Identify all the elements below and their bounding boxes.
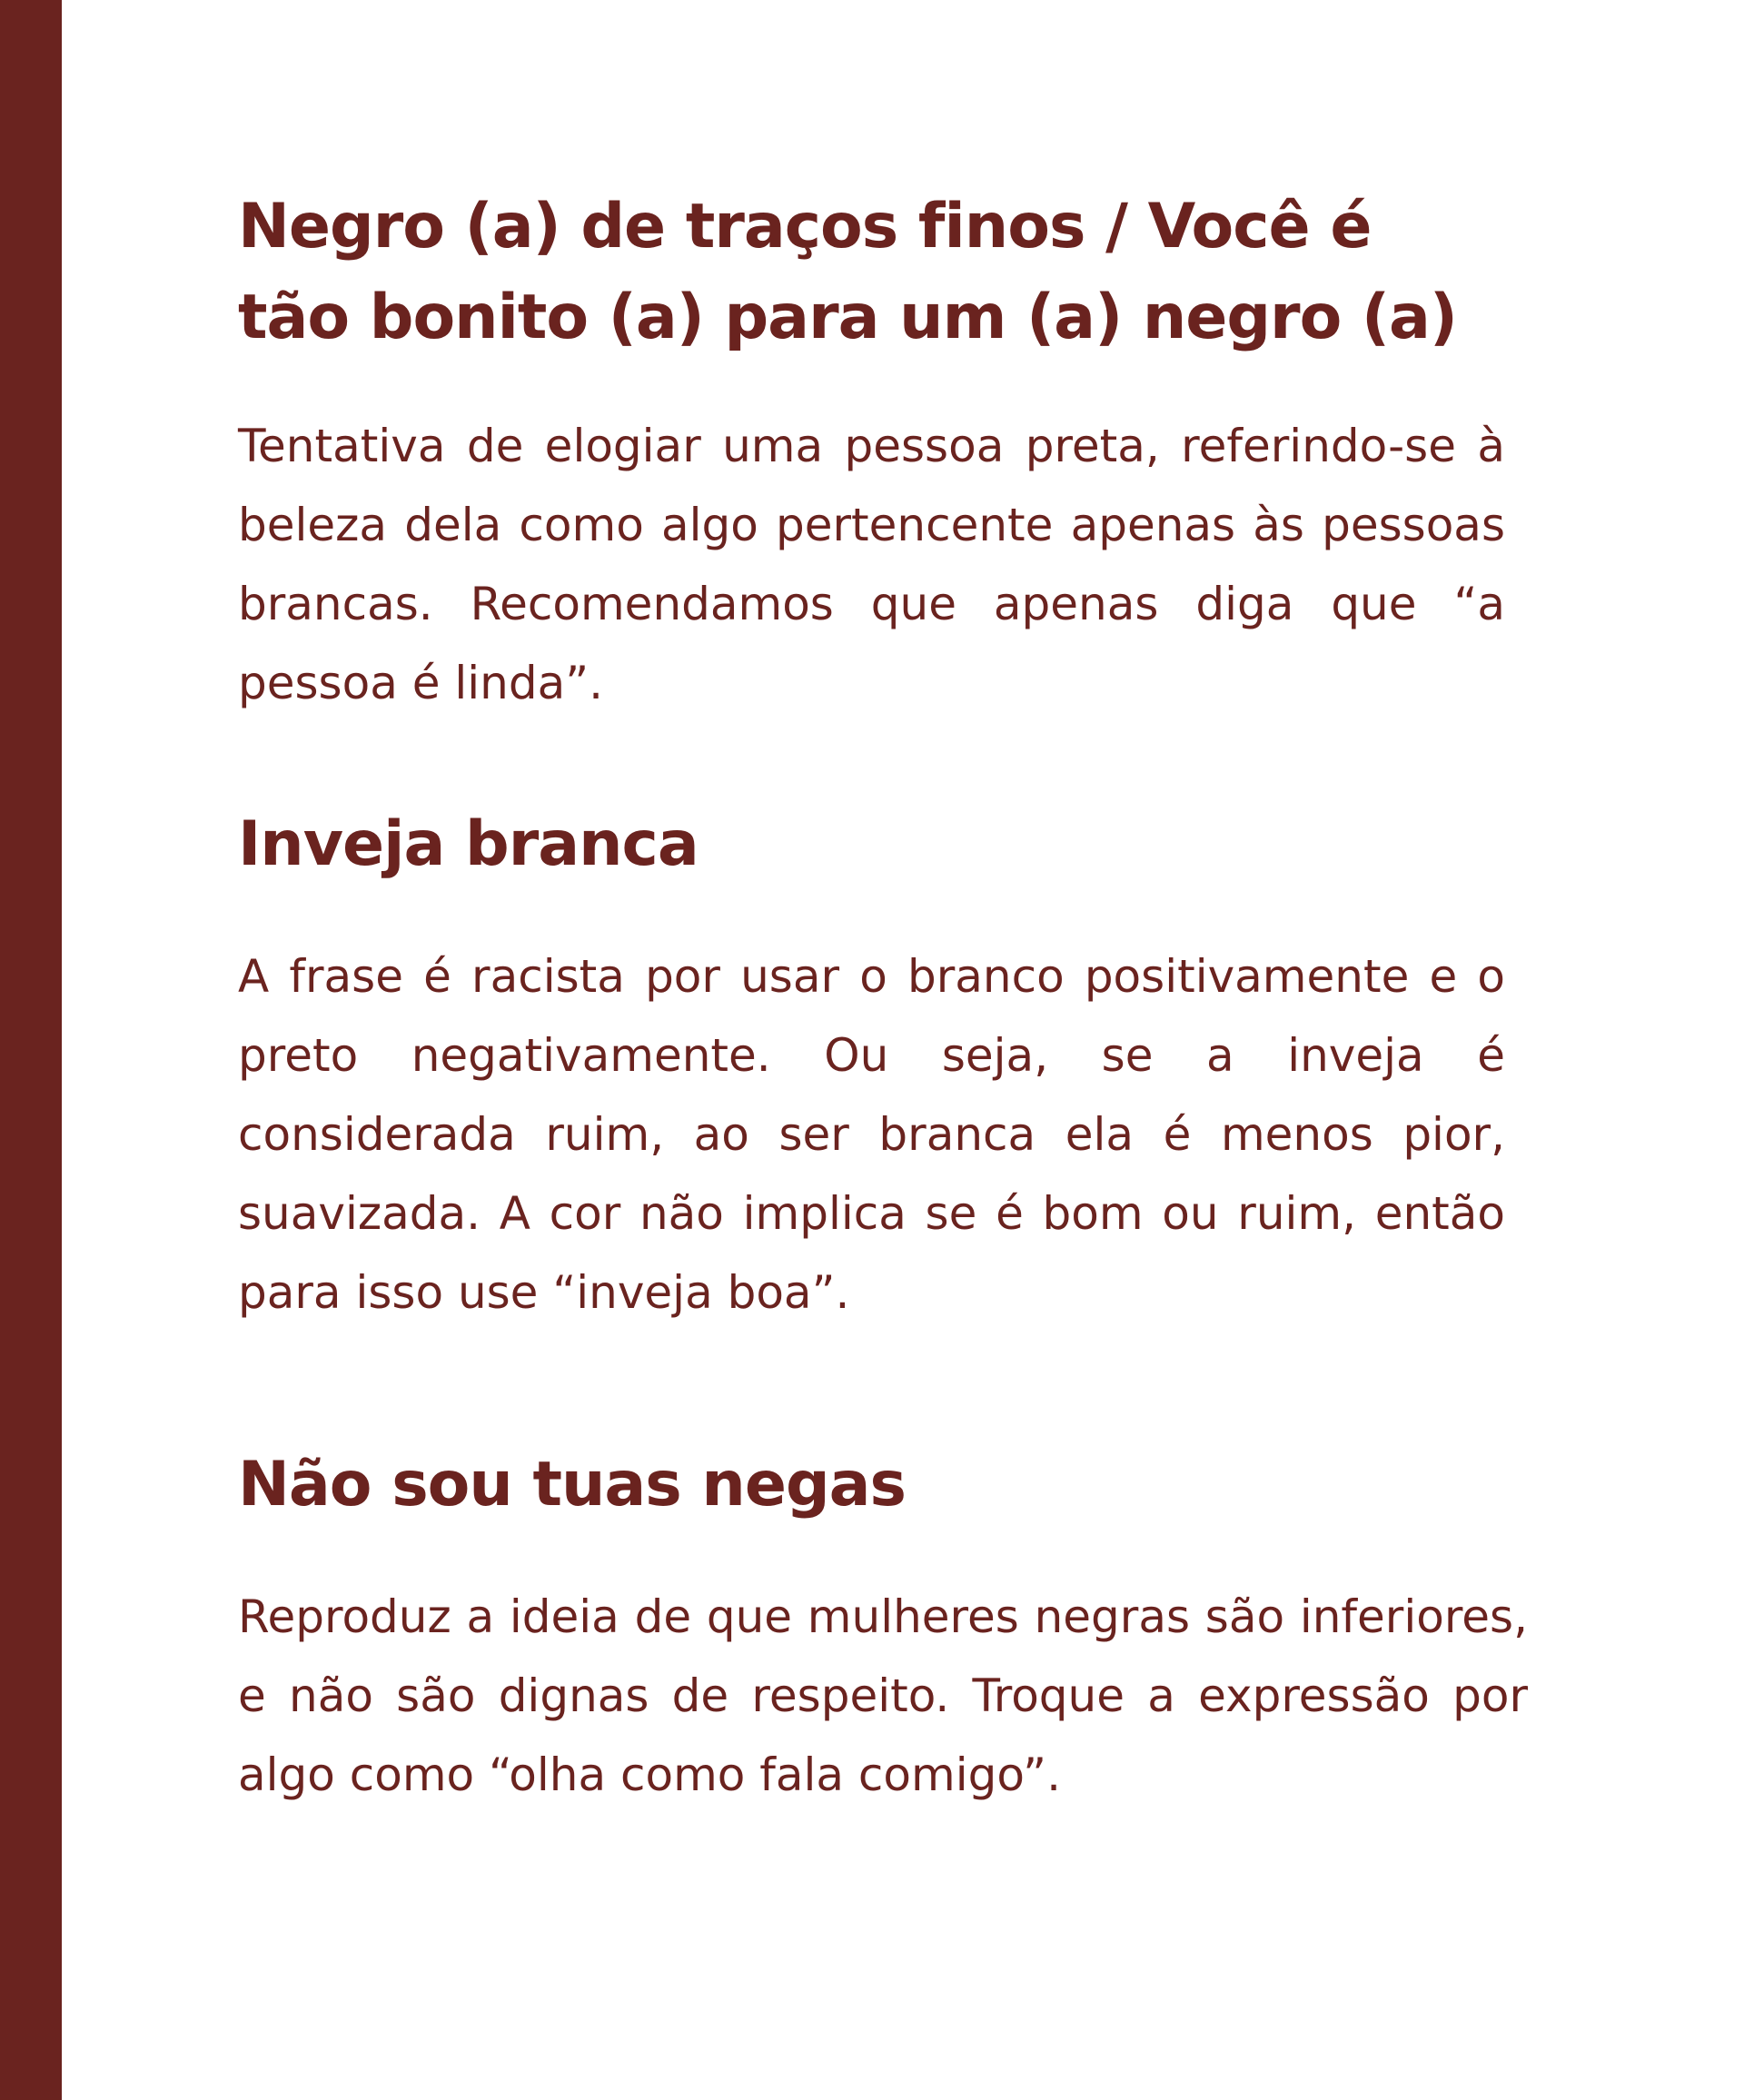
entry-text: Reproduz a ideia de que mulheres negras são inferiores, e não são dignas de respeito. Troque a expressão por algo como “olha como fala comigo”. — [238, 1590, 1528, 1801]
side-accent-bar — [0, 0, 62, 2100]
entry-text: Tentativa de elogiar uma pessoa preta, referindo-se à beleza dela como algo pertencente apenas às pessoas brancas. Recomendamos que apenas diga que “a pessoa é linda”. — [238, 420, 1505, 709]
entry-nao-sou-tuas-negas — [238, 1440, 1528, 1815]
entry-inveja-branca — [238, 799, 1505, 1332]
entry-title-line-2: tão bonito (a) para um (a) negro (a) — [238, 282, 1457, 353]
entry-text: A frase é racista por usar o branco positivamente e o preto negativamente. Ou seja, se a inveja é considerada ruim, ao ser branca ela é menos pior, suavizada. A cor não implica se é bom ou ruim, então para isso use “inveja boa”. — [238, 950, 1505, 1319]
entry-title-line-1: Negro (a) de traços finos / Você é — [238, 191, 1372, 262]
entry-title: Não sou tuas negas — [238, 1449, 906, 1521]
entry-tracos-finos — [238, 182, 1505, 723]
entry-title: Inveja branca — [238, 808, 699, 880]
entry-title — [238, 182, 1505, 363]
